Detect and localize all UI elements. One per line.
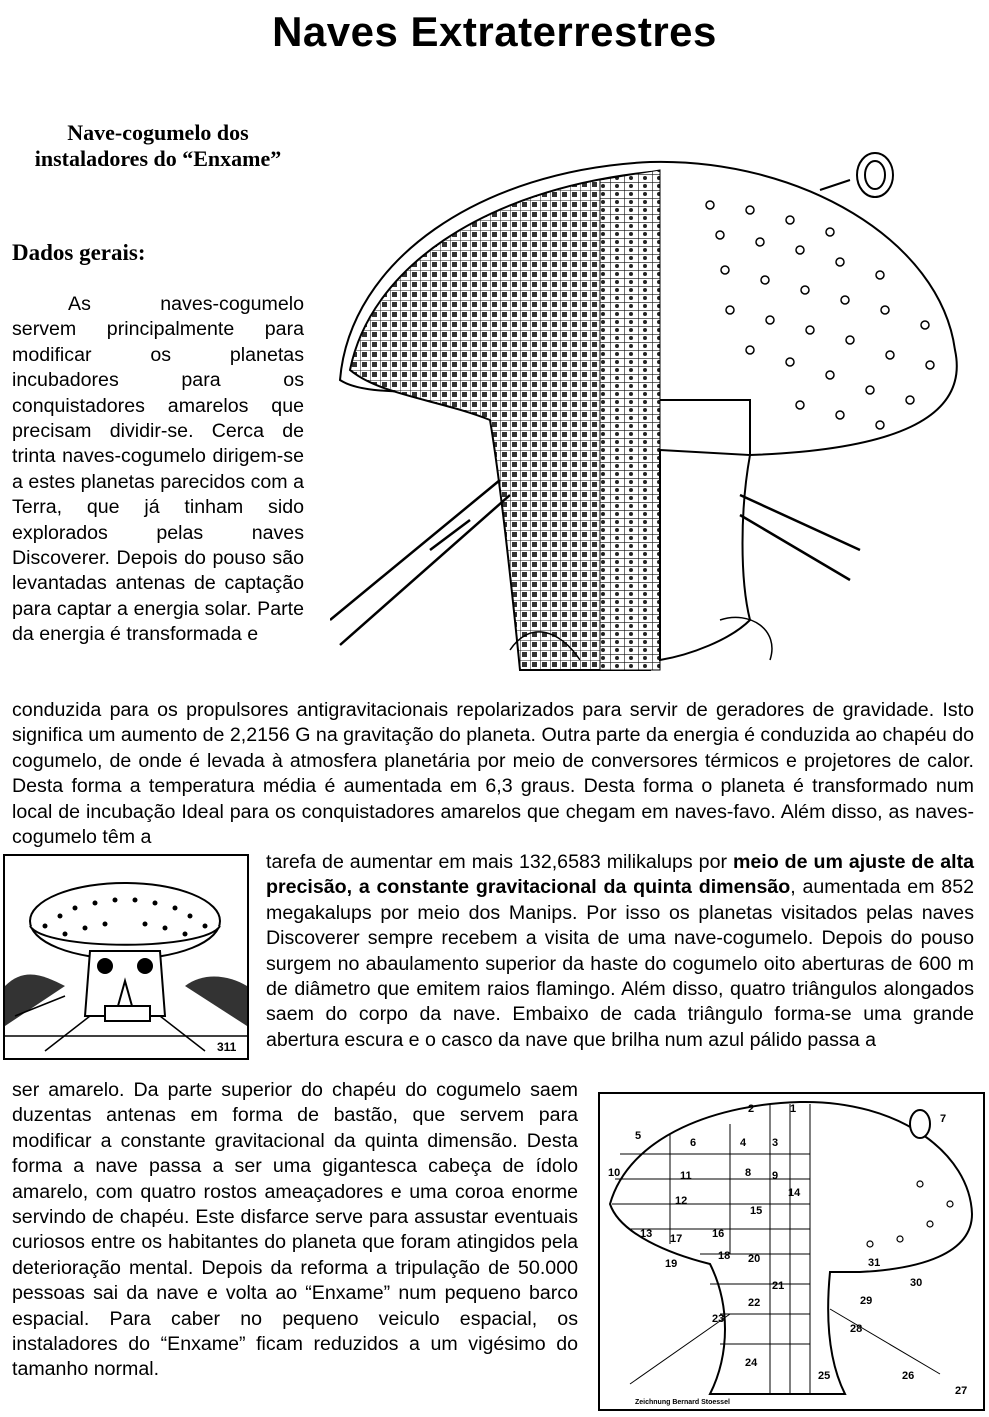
diagram-label: 8 xyxy=(745,1167,752,1179)
diagram-label: 9 xyxy=(772,1170,779,1182)
diagram-label: 3 xyxy=(772,1137,779,1149)
diagram-label: 1 xyxy=(790,1103,797,1115)
diagram-label: 16 xyxy=(712,1228,725,1240)
mushroom-ship-cutaway-illustration xyxy=(330,150,980,675)
diagram-label: 6 xyxy=(690,1137,697,1149)
diagram-label: 4 xyxy=(740,1137,747,1149)
diagram-label: 14 xyxy=(788,1187,801,1199)
diagram-label: 20 xyxy=(748,1253,761,1265)
section-heading: Dados gerais: xyxy=(12,240,146,265)
diagram-label: 15 xyxy=(750,1205,763,1217)
diagram-label: 10 xyxy=(608,1167,621,1179)
body-text-column-3: ser amarelo. Da parte superior do chapéu do cogumelo saem duzentas antenas em forma de bastão, que servem para modificar a constante gravitacional da quinta dimensão. Desta forma a nave passa a ser uma gigantesca cabeça de ídolo amarelo, com quatro rostos ameaçadores e uma coroa enorme servindo de chapéu. Este disfarce serve para assustar eventuais curiosos entre os habitantes do planeta que foram atingidos pela deterioração mental. Depois da reforma a tripulação de 50.000 pessoas sai da nave e volta ao “Enxame” num pequeno barco espacial. Para caber no pequeno veiculo espacial, os instaladores do “Enxame” ficam reduzidos a um vigésimo do tamanho normal. xyxy=(12,1079,578,1381)
diagram-label: 27 xyxy=(955,1385,968,1397)
diagram-label: 28 xyxy=(850,1323,863,1335)
text-run: , aumentada em 852 megakalups por meio dos Manips. Por isso os planetas visitados pelas naves Discoverer sempre recebem a visita de uma nave-cogumelo. Depois do pouso surgem no abaulamento superior da haste do cogumelo oito aberturas de 600 m de diâmetro que emitem raios flamingo. Além disso, quatro triângulos alongados saem do corpo da nave. Embaixo de cada triângulo forma-se uma grande abertura escura e o casco da nave que brilha num azul pálido passa a xyxy=(266,876,974,1051)
paragraph-start: As naves-cogumelo servem principalmente para modificar os planetas incubadores para os conquistadores amarelos que precisam dividir-se. Cerca de trinta naves-cogumelo dirigem-se a estes planetas parecidos com a Terra, que já tinham sido explorados pelas naves Discoverer. Depois do pouso são levantadas antenas de captação para captar a energia solar. Parte da energia é transformada e xyxy=(12,293,304,646)
mushroom-ship-landscape-illustration xyxy=(3,854,249,1060)
diagram-label: 17 xyxy=(670,1233,683,1245)
diagram-label: 29 xyxy=(860,1295,873,1307)
diagram-label: 30 xyxy=(910,1277,923,1289)
mushroom-ship-numbered-diagram xyxy=(598,1092,985,1411)
text-run: tarefa de aumentar em mais 132,6583 milikalups por xyxy=(266,851,728,873)
diagram-label: 26 xyxy=(902,1370,915,1382)
diagram-label: 21 xyxy=(772,1280,785,1292)
diagram-label: 2 xyxy=(748,1103,755,1115)
diagram-caption: Zeichnung Bernard Stoessel xyxy=(635,1399,730,1406)
diagram-label: 11 xyxy=(680,1170,692,1182)
diagram-label: 5 xyxy=(635,1130,642,1142)
figure-label: 311 xyxy=(217,1040,237,1054)
diagram-label: 31 xyxy=(868,1257,881,1269)
article-subtitle: Nave-cogumelo dos instaladores do “Enxame” xyxy=(34,120,282,171)
bold-text-run: meio de um ajuste de alta precisão, a constante gravitacional da quinta dimensão xyxy=(266,851,975,899)
diagram-label: 23 xyxy=(712,1313,725,1325)
page-title: Naves Extraterrestres xyxy=(272,8,717,55)
diagram-label: 18 xyxy=(718,1250,731,1262)
body-text-full-width: conduzida para os propulsores antigravitacionais repolarizados para servir de geradores de gravidade. Isto significa um aumento de 2,2156 G na gravitação do planeta. Outra parte da energia é conduzida ao chapéu do cogumelo, de onde é levada à atmosfera planetária por meio de conversores térmicos e projetores de calor. Desta forma a temperatura média é aumentada em 6,3 graus. Desta forma o planeta é transformado num local de incubação Ideal para os conquistadores amarelos que chegam em naves-favo. Além disso, as naves-cogumelo têm a xyxy=(12,699,974,849)
diagram-label: 13 xyxy=(640,1228,653,1240)
body-text-column-2 xyxy=(266,850,974,1053)
diagram-label: 24 xyxy=(745,1357,758,1369)
diagram-label: 22 xyxy=(748,1297,761,1309)
diagram-label: 25 xyxy=(818,1370,831,1382)
diagram-label: 19 xyxy=(665,1258,678,1270)
diagram-label: 12 xyxy=(675,1195,688,1207)
diagram-label: 7 xyxy=(940,1113,947,1125)
body-text-column-1 xyxy=(12,292,304,648)
